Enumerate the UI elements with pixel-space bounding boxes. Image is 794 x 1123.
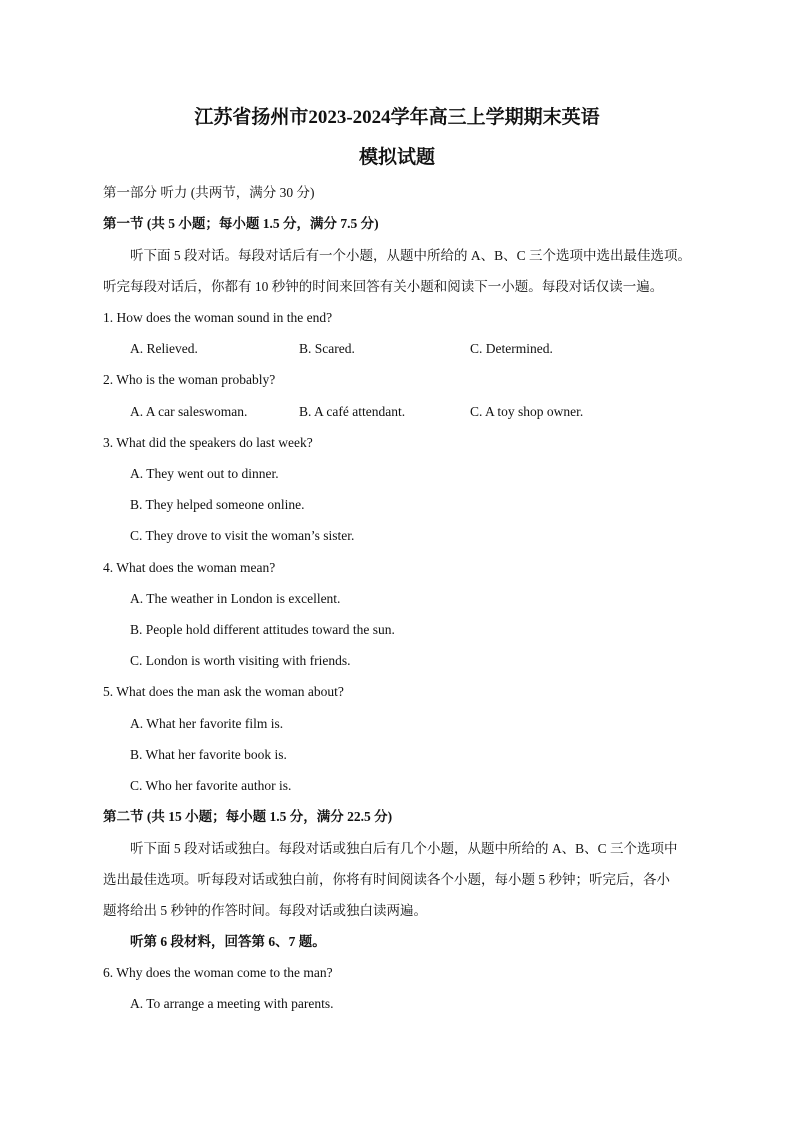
question-1-option-c: C. Determined.	[470, 341, 553, 356]
question-5-stem: 5. What does the man ask the woman about?	[103, 684, 344, 699]
question-1-stem: 1. How does the woman sound in the end?	[103, 310, 333, 325]
section2-instructions-line1: 听下面 5 段对话或独白。每段对话或独白后有几个小题，从题中所给的 A、B、C 三个选项中	[130, 841, 678, 856]
question-1-option-b: B. Scared.	[299, 341, 355, 356]
question-4-option-c: C. London is worth visiting with friends.	[130, 653, 351, 668]
question-2-stem: 2. Who is the woman probably?	[103, 372, 276, 387]
question-3-option-a: A. They went out to dinner.	[130, 466, 279, 481]
question-4-option-b: B. People hold different attitudes toward the sun.	[130, 622, 395, 637]
question-5-option-c: C. Who her favorite author is.	[130, 778, 292, 793]
part1-heading: 第一部分 听力 (共两节，满分 30 分)	[103, 185, 315, 200]
question-2-option-c: C. A toy shop owner.	[470, 404, 584, 419]
section2-heading: 第二节 (共 15 小题；每小题 1.5 分，满分 22.5 分)	[103, 809, 393, 824]
section2-instructions-line3: 题将给出 5 秒钟的作答时间。每段对话或独白读两遍。	[103, 903, 427, 918]
section1-heading: 第一节 (共 5 小题；每小题 1.5 分，满分 7.5 分)	[103, 216, 379, 231]
question-2-option-a: A. A car saleswoman.	[130, 404, 248, 419]
question-1-option-a: A. Relieved.	[130, 341, 198, 356]
question-4-stem: 4. What does the woman mean?	[103, 560, 276, 575]
question-2-option-b: B. A café attendant.	[299, 404, 406, 419]
question-4-option-a: A. The weather in London is excellent.	[130, 591, 341, 606]
document-subtitle: 模拟试题	[358, 147, 435, 168]
section1-instructions-line2: 听完每段对话后，你都有 10 秒钟的时间来回答有关小题和阅读下一小题。每段对话仅读一遍。	[103, 279, 664, 294]
question-3-option-c: C. They drove to visit the woman’s sister.	[130, 528, 355, 543]
material-note: 听第 6 段材料，回答第 6、7 题。	[130, 934, 326, 949]
question-3-option-b: B. They helped someone online.	[130, 497, 305, 512]
question-6-option-a: A. To arrange a meeting with parents.	[130, 996, 334, 1011]
section1-instructions-line1: 听下面 5 段对话。每段对话后有一个小题，从题中所给的 A、B、C 三个选项中选出最佳选项。	[130, 248, 692, 263]
question-5-option-a: A. What her favorite film is.	[130, 716, 284, 731]
section2-instructions-line2: 选出最佳选项。听每段对话或独白前，你将有时间阅读各个小题，每小题 5 秒钟；听完后，各小	[103, 872, 670, 887]
question-3-stem: 3. What did the speakers do last week?	[103, 435, 313, 450]
question-5-option-b: B. What her favorite book is.	[130, 747, 287, 762]
document-title: 江苏省扬州市2023-2024学年高三上学期期末英语	[194, 107, 600, 128]
question-6-stem: 6. Why does the woman come to the man?	[103, 965, 333, 980]
